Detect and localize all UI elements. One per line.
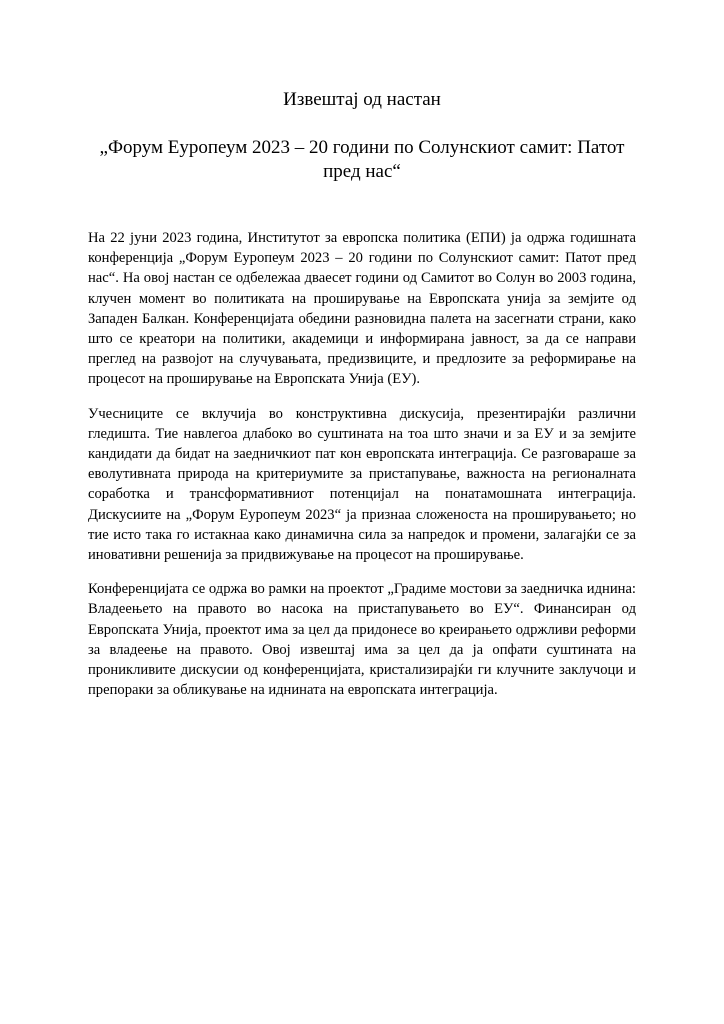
document-body [88, 228, 636, 714]
paragraph-discussion: Учесниците се вклучија во конструктивна дискусија, презентирајќи различни гледишта. Тие навлегоа длабоко во суштината на тоа што значи и за ЕУ и за земјите кандидати да бидат на заедничкиот пат кон европската интеграција. Се разговараше за еволутивната природа на критериумите за пристапување, важноста на регионалната соработка и трансформативниот потенцијал на понатамошната интеграција. Дискусиите на „Форум Еуропеум 2023“ ја признаа сложеноста на проширувањето; но тие исто така го истакнаа како динамична сила за напредок и промени, залагајќи се за иновативни решенија за придвижување на процесот на проширување. [88, 405, 636, 564]
paragraph-project: Конференцијата се одржа во рамки на проектот „Градиме мостови за заедничка иднина: Владеењето на правото во насока на пристапувањето во ЕУ“. Финансиран од Европската Унија, проектот има за цел да придонесе во креирањето одржливи реформи за владеење на правото. Овој извештај има за цел да ја опфати суштината на проникливите дискусии од конференцијата, кристализирајќи ги клучните заклучоци и препораки за обликување на иднината на европската интеграција. [88, 581, 636, 699]
document-title: Извештај од настан [283, 89, 441, 110]
paragraph-intro: На 22 јуни 2023 година, Институтот за европска политика (ЕПИ) ја одржа годишната конференција „Форум Еуропеум 2023 – 20 години по Солунскиот самит: Патот пред нас“. На овој настан се одбележаа дваесет години од Самитот во Солун во 2003 година, клучен момент во политиката на проширување на Европската унија за земјите од Западен Балкан. Конференцијата обедини разновидна палета на засегнати страни, како што се креатори на политики, академици и информирана јавност, за да се направи преглед на развојот на случувањата, предизвиците, и предлозите за реформирање на процесот на проширување на Европската Унија (ЕУ). [88, 230, 636, 388]
document-subtitle: „Форум Еуропеум 2023 – 20 години по Солунскиот самит: Патот пред нас“ [99, 137, 625, 182]
